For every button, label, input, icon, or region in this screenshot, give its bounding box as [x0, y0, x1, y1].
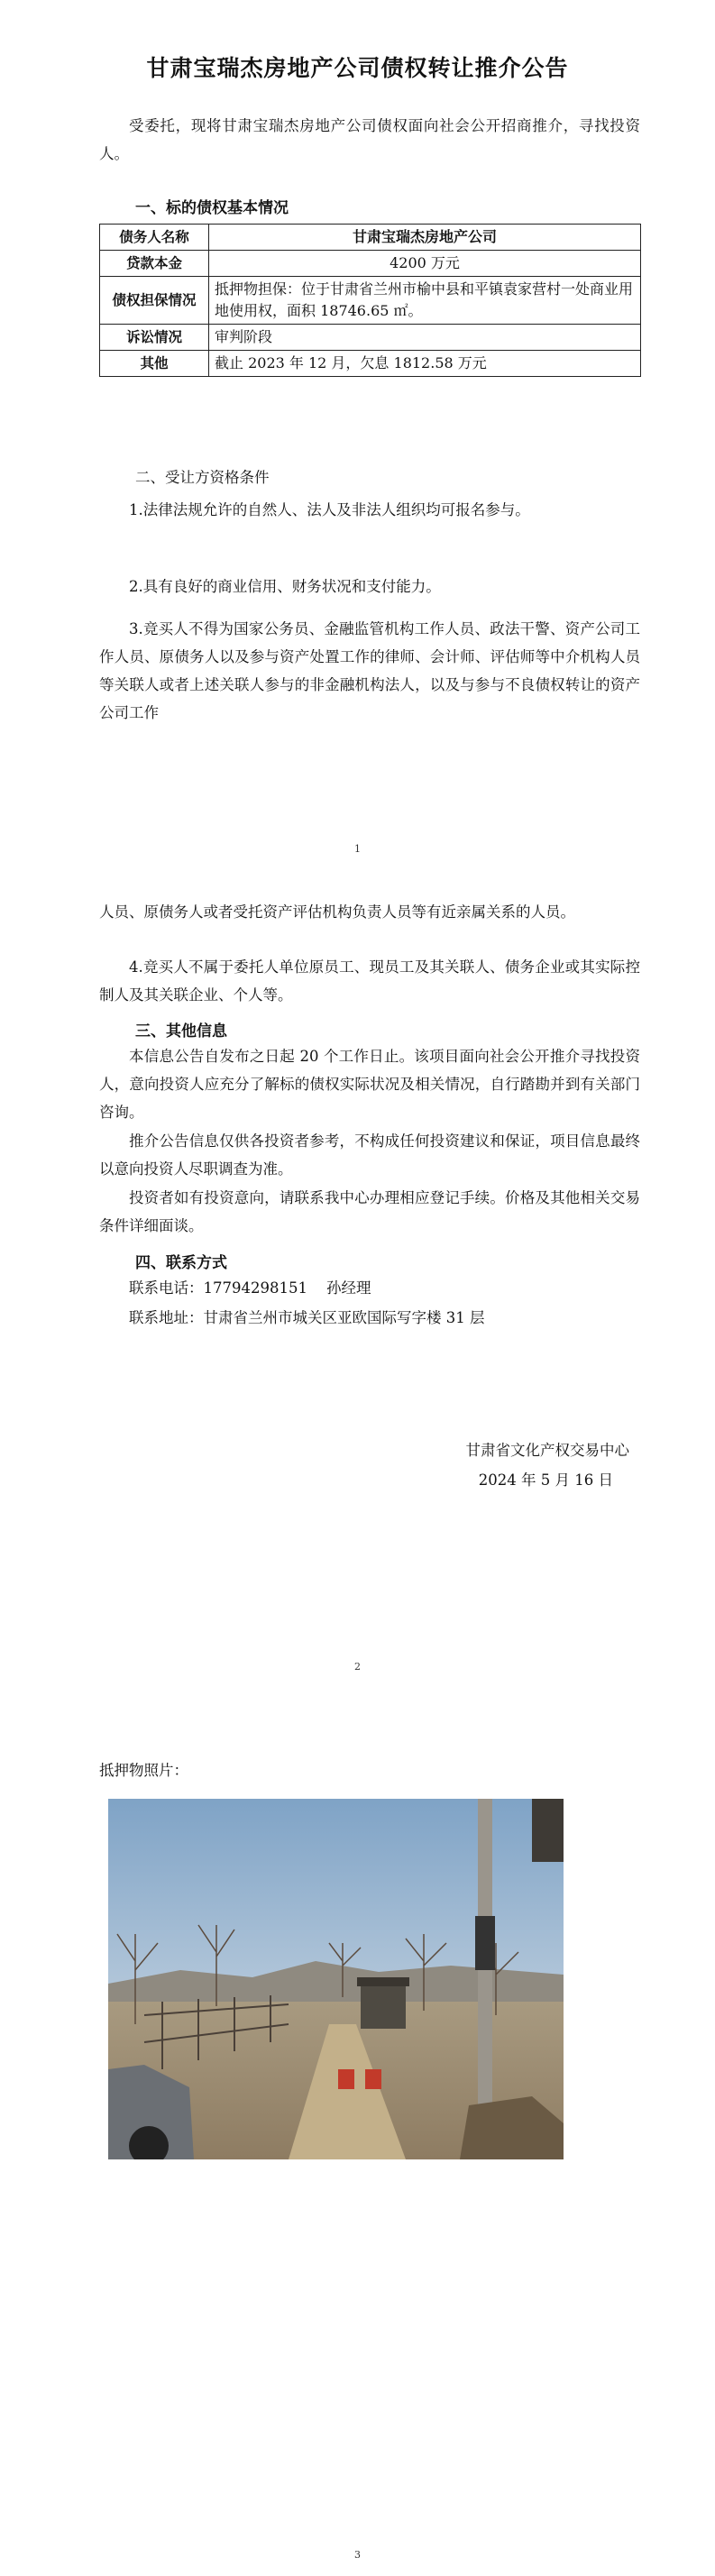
condition-item-1: 1.法律法规允许的自然人、法人及非法人组织均可报名参与。: [129, 501, 530, 518]
section3-heading: 三、其他信息: [135, 1022, 227, 1040]
row-value: 4200 万元: [209, 251, 641, 277]
row-label: 债权担保情况: [100, 277, 209, 325]
other-info-para-2: 推介公告信息仅供各投资者参考，不构成任何投资建议和保证，项目信息最终以意向投资人尽职调查为准。: [99, 1132, 640, 1178]
condition-item-3: 3.竞买人不得为国家公务员、金融监管机构工作人员、政法干警、资产公司工作人员、原债务人以及参与资产处置工作的律师、会计师、评估师等中介机构人员等关联人或者上述关联人参与的非金融机构法人，以及与参与不良债权转让的资产公司工作: [99, 620, 640, 721]
table-row: [100, 351, 641, 377]
document-title: 甘肃宝瑞杰房地产公司债权转让推介公告: [146, 55, 569, 81]
page-1: [0, 0, 715, 902]
issue-date: 2024 年 5 月 16 日: [478, 1471, 613, 1489]
contact-address: 联系地址：甘肃省兰州市城关区亚欧国际写字楼 31 层: [129, 1309, 485, 1326]
collateral-photo: [108, 1799, 564, 2159]
row-value: 审判阶段: [209, 325, 641, 351]
issuer-name: 甘肃省文化产权交易中心: [465, 1442, 629, 1459]
section1-heading: 一、标的债权基本情况: [135, 199, 289, 217]
intro-paragraph: 受委托，现将甘肃宝瑞杰房地产公司债权面向社会公开招商推介，寻找投资人。: [99, 117, 640, 162]
row-value: 抵押物担保：位于甘肃省兰州市榆中县和平镇袁家营村一处商业用地使用权，面积 18746.65 ㎡。: [209, 277, 641, 325]
page-3: [0, 1704, 715, 2576]
row-label: 诉讼情况: [100, 325, 209, 351]
row-value: 截止 2023 年 12 月，欠息 1812.58 万元: [209, 351, 641, 377]
debt-info-table: [99, 224, 641, 377]
section2-heading: 二、受让方资格条件: [135, 469, 270, 486]
condition-item-2: 2.具有良好的商业信用、财务状况和支付能力。: [129, 578, 441, 595]
page-number: 3: [354, 2549, 361, 2561]
contact-phone: 联系电话：17794298151 孙经理: [129, 1279, 371, 1297]
condition-item-4: 4.竞买人不属于委托人单位原员工、现员工及其关联人、债务企业或其实际控制人及其关联企业、个人等。: [99, 958, 640, 1004]
collateral-photo-image: [108, 1799, 564, 2159]
page-number: 1: [354, 843, 361, 855]
page-2: [0, 902, 715, 1704]
page-number: 2: [354, 1661, 361, 1673]
table-row: [100, 225, 641, 251]
section4-heading: 四、联系方式: [135, 1254, 227, 1272]
photo-caption: 抵押物照片：: [99, 1762, 188, 1779]
row-value: 甘肃宝瑞杰房地产公司: [209, 225, 641, 251]
other-info-para-1: 本信息公告自发布之日起 20 个工作日止。该项目面向社会公开推介寻找投资人，意向投资人应充分了解标的债权实际状况及相关情况，自行踏勘并到有关部门咨询。: [99, 1048, 640, 1121]
row-label: 贷款本金: [100, 251, 209, 277]
table-row: [100, 325, 641, 351]
other-info-para-3: 投资者如有投资意向，请联系我中心办理相应登记手续。价格及其他相关交易条件详细面谈。: [99, 1189, 640, 1234]
row-label: 其他: [100, 351, 209, 377]
table-row: [100, 277, 641, 325]
table-row: [100, 251, 641, 277]
condition-item-3-continued: 人员、原债务人或者受托资产评估机构负责人员等有近亲属关系的人员。: [99, 903, 575, 921]
row-label: 债务人名称: [100, 225, 209, 251]
